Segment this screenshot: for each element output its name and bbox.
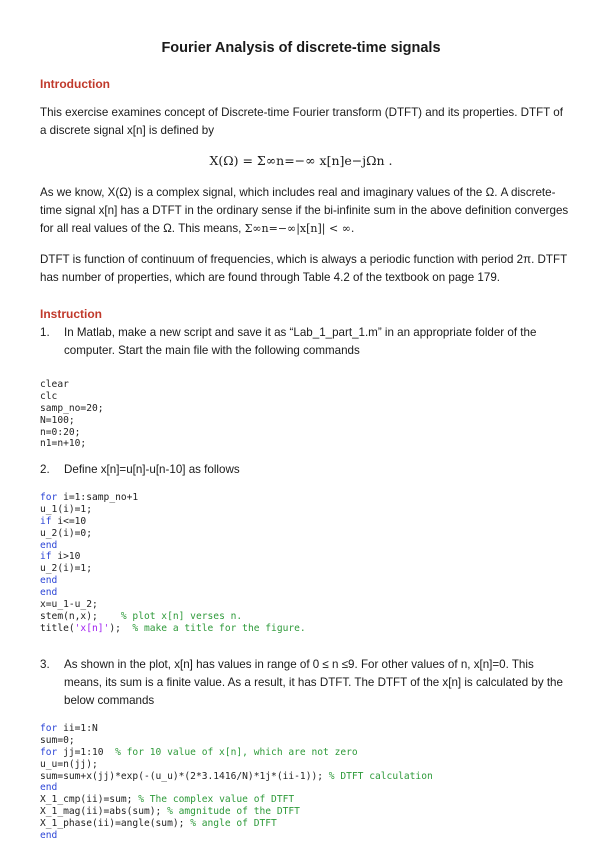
code-line <box>40 830 433 842</box>
instruction-item-2 <box>40 461 570 479</box>
code-keyword: end <box>40 575 58 587</box>
code-text: u_1(i)=1; <box>40 503 92 515</box>
code-text: title( <box>40 622 75 634</box>
code-line <box>40 794 433 806</box>
code-keyword: if <box>40 515 58 527</box>
code-text: samp_no=20; <box>40 402 104 414</box>
intro-paragraph-1 <box>40 104 570 140</box>
code-line <box>40 551 306 563</box>
instruction-heading: Instruction <box>40 307 102 321</box>
code-line <box>40 723 433 735</box>
item-number: 2. <box>40 463 50 476</box>
code-line <box>40 516 306 528</box>
code-text: u_2(i)=1; <box>40 563 92 575</box>
intro-paragraph-2 <box>40 184 570 238</box>
instruction-item-1 <box>40 324 570 360</box>
code-keyword: if <box>40 551 58 563</box>
code-keyword: for <box>40 492 64 503</box>
code-keyword: end <box>40 587 58 599</box>
code-text: u_u=n(jj); <box>40 758 98 770</box>
code-line <box>40 575 306 587</box>
code-line <box>40 504 306 516</box>
instruction-item-3 <box>40 656 570 710</box>
code-comment: % DTFT calculation <box>328 770 433 782</box>
code-line <box>40 492 306 504</box>
code-comment: % The complex value of DTFT <box>138 794 295 806</box>
code-line <box>40 587 306 599</box>
code-text: sum=0; <box>40 734 75 746</box>
code-text: u_2(i)=0; <box>40 527 92 539</box>
code-line <box>40 599 306 611</box>
code-string: 'x[n]' <box>74 622 110 634</box>
code-text: n=0:20; <box>40 426 81 438</box>
code-line <box>40 391 104 403</box>
code-text: clear <box>40 379 69 390</box>
code-text: clc <box>40 390 58 402</box>
code-comment: % for 10 value of x[n], which are not zero <box>115 746 358 758</box>
code-line <box>40 782 433 794</box>
code-text: ii=1:N <box>63 723 98 734</box>
code-keyword: for <box>40 746 64 758</box>
code-block-dtft-calculation <box>40 723 433 842</box>
code-text: i=1:samp_no+1 <box>63 492 139 503</box>
document-title: Fourier Analysis of discrete-time signals <box>161 40 441 56</box>
code-line <box>40 403 104 415</box>
code-text: i<=10 <box>57 515 87 527</box>
code-text: i>10 <box>57 551 81 563</box>
intro-paragraph-3-text: DTFT is function of continuum of frequencies, which is always a periodic function with period 2π. DTFT has number of properties, which are found through Table 4.2 of the textbook on page 179. <box>40 253 567 284</box>
code-text: x=u_1-u_2; <box>40 599 98 611</box>
code-line <box>40 623 306 635</box>
code-text: jj=1:10 <box>63 746 116 758</box>
code-text: X_1_mag(ii)=abs(sum); <box>40 806 168 818</box>
code-line <box>40 759 433 771</box>
code-text: n1=n+10; <box>40 438 87 450</box>
intro-paragraph-1-text: This exercise examines concept of Discrete-time Fourier transform (DTFT) and its properties. DTFT of a discrete signal x[n] is defined by <box>40 106 563 137</box>
convergence-condition: Σ∞n=−∞|x[n]| < ∞. <box>244 222 355 235</box>
instruction-item-2-text: Define x[n]=u[n]-u[n-10] as follows <box>64 463 240 476</box>
code-block-setup <box>40 379 104 450</box>
code-line <box>40 818 433 830</box>
code-line <box>40 735 433 747</box>
code-text: N=100; <box>40 414 75 426</box>
instruction-item-3-text: As shown in the plot, x[n] has values in range of 0 ≤ n ≤9. For other values of n, x[n]=0. This means, its sum is a finite value. As a result, it has DTFT. The DTFT of the x[n] is calculated by the below commands <box>64 658 563 707</box>
introduction-heading: Introduction <box>40 77 110 91</box>
code-comment: % make a title for the figure. <box>132 622 306 634</box>
code-line <box>40 771 433 783</box>
code-keyword: for <box>40 723 64 734</box>
code-text: sum=sum+x(jj)*exp(-(u_u)*(2*3.1416/N)*1j*(ii-1)); <box>40 770 329 782</box>
instruction-item-1-text: In Matlab, make a new script and save it as “Lab_1_part_1.m” in an appropriate folder of the computer. Start the main file with the following commands <box>64 326 537 357</box>
code-comment: % angle of DTFT <box>190 818 277 830</box>
code-text: X_1_phase(ii)=angle(sum); <box>40 818 191 830</box>
code-text: X_1_cmp(ii)=sum; <box>40 794 139 806</box>
code-comment: % amgnitude of the DTFT <box>167 806 300 818</box>
intro-paragraph-2-text: As we know, X(Ω) is a complex signal, which includes real and imaginary values of the Ω. A discrete-time signal x[n] has a DTFT in the ordinary sense if the bi-infinite sum in the above definition converges for all real values of the Ω. This means, <box>40 186 569 235</box>
intro-paragraph-2-body <box>40 184 570 238</box>
code-line <box>40 379 104 391</box>
code-comment: % plot x[n] verses n. <box>120 610 243 622</box>
intro-paragraph-3 <box>40 251 570 287</box>
code-line <box>40 611 306 623</box>
code-line <box>40 415 104 427</box>
dtft-formula: X(Ω) = Σ∞n=−∞ x[n]e−jΩn . <box>209 153 393 168</box>
code-line <box>40 427 104 439</box>
code-text: ); <box>109 622 133 634</box>
code-line <box>40 806 433 818</box>
item-number: 1. <box>40 326 50 339</box>
code-block-signal-definition <box>40 492 306 635</box>
code-line <box>40 540 306 552</box>
code-line <box>40 528 306 540</box>
code-line <box>40 438 104 450</box>
code-keyword: end <box>40 539 58 551</box>
code-text: stem(n,x); <box>40 610 121 622</box>
code-line <box>40 747 433 759</box>
item-number: 3. <box>40 658 50 671</box>
code-keyword: end <box>40 782 58 794</box>
code-keyword: end <box>40 830 58 842</box>
code-line <box>40 563 306 575</box>
